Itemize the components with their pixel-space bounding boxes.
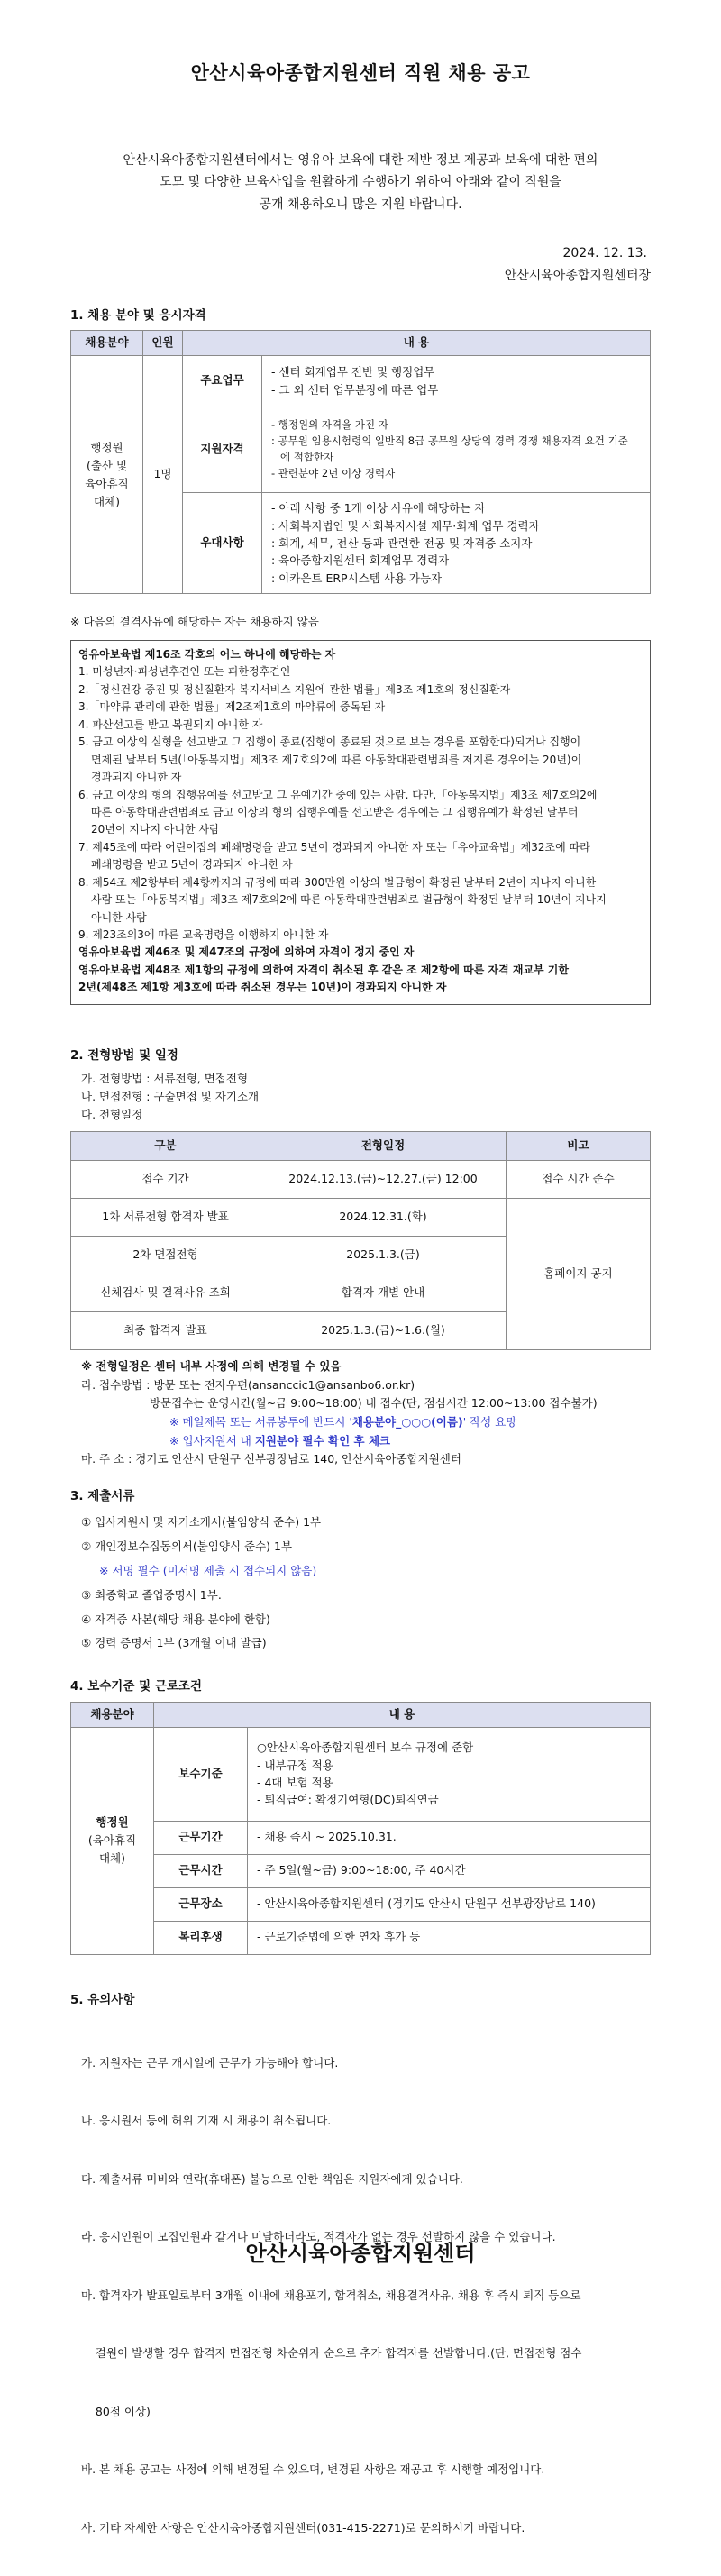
row-label-qualification: 지원자격 (183, 406, 262, 493)
duties-list: - 센터 회계업무 전반 및 행정업무 - 그 외 센터 업무분장에 따른 업무 (262, 356, 651, 406)
schedule-change-note: ※ 전형일정은 센터 내부 사정에 의해 변경될 수 있음 (81, 1359, 342, 1373)
apply-method: 라. 접수방법 : 방문 또는 전자우편(ansanccic1@ansanbo6.or.kr) (81, 1377, 415, 1392)
list-item: 바. 본 채용 공고는 사정에 의해 변경될 수 있으며, 변경된 사항은 재공고 후 시행할 예정입니다. (81, 2462, 545, 2477)
disq-head: 영유아보육법 제16조 각호의 어느 하나에 해당하는 자 (78, 648, 336, 661)
document-list (70, 1511, 651, 1656)
table-row: 최종 합격자 발표 2025.1.3.(금)~1.6.(월) (71, 1312, 651, 1350)
disqualification-box: 영유아보육법 제16조 각호의 어느 하나에 해당하는 자 1. 미성년자·피성년후견인 또는 피한정후견인 2.「정신건강 증진 및 정신질환자 복지서비스 지원에 관한 법률」제3조 제1호의 정신질환자 3.「마약류 관리에 관한 법률」제2조제1호의 마약류에 중독된 자 4. 파산선고를 받고 복권되지 아니한 자 5. 금고 이상의 실형을 선고받고 그 집행이 종료(집행이 종료된 것으로 보는 경우를 포함한다)되거나 집행이 면제된 날부터 5년(「아동복지법」제3조 제7호의2에 따른 아동학대관련범죄를 저지른 경우에는 20년)이 경과되지 아니한 자 6. 금고 이상의 형의 집행유예를 선고받고 그 유예기간 중에 있는 사람. 다만,「아동복지법」제3조 제7호의2에 따른 아동학대관련범죄로 금고 이상의 형의 집행유예를 선고받은 경우에는 그 집행유예가 확정된 날부터 20년이 지나지 아니한 사람 7. 제45조에 따라 어린이집의 폐쇄명령을 받고 5년이 경과되지 아니한 자 또는「유아교육법」제32조에 따라 폐쇄명령을 받고 5년이 경과되지 아니한 자 8. 제54조 제2항부터 제4항까지의 규정에 따라 300만원 이상의 벌금형이 확정된 날부터 2년이 지나지 아니한 사람 또는「아동복지법」제3조 제7호의2에 따른 아동학대관련범죄로 벌금형이 확정된 날부터 10년이 지나지 아니한 사람 9. 제23조의3에 따른 교육명령을 이행하지 아니한 자 영유아보육법 제46조 및 제47조의 규정에 의하여 자격이 정지 중인 자 영유아보육법 제48조 제1항의 규정에 의하여 자격이 취소된 후 같은 조 제2항에 따른 자격 재교부 기한 2년(제48조 제1항 제3호에 따라 취소된 경우는 10년)이 경과되지 아니한 자 (70, 640, 651, 1005)
row-label-location: 근무장소 (154, 1887, 248, 1921)
list-item: ① 입사지원서 및 자기소개서(붙임양식 준수) 1부 (81, 1515, 322, 1529)
qualification-list: - 행정원의 자격을 가진 자 : 공무원 임용시험령의 일반직 8급 공무원 상당의 경력 경쟁 채용자격 요건 기준 에 적합한자 - 관련분야 2년 이상 경력자 (262, 406, 651, 493)
notice-list (70, 2014, 651, 2576)
row-label-pay: 보수기준 (154, 1727, 248, 1821)
list-item: 사. 기타 자세한 사항은 안산시육아종합지원센터(031-415-2271)로 문의하시기 바랍니다. (81, 2520, 525, 2535)
list-item: 마. 합격자가 발표일로부터 3개월 이내에 채용포기, 합격취소, 채용결격사유, 채용 후 즉시 퇴직 등으로 (81, 2288, 581, 2302)
list-item: 80점 이상) (81, 2404, 151, 2418)
section1-title: 1. 채용 분야 및 응시자격 (70, 308, 206, 323)
conditions-field: 행정원 (육아휴직 대체) (71, 1727, 154, 1954)
table-row: 1차 서류전형 합격자 발표 2024.12.31.(화) 홈페이지 공지 (71, 1199, 651, 1237)
list-item: 나. 응시원서 등에 허위 기재 시 채용이 취소됩니다. (81, 2114, 332, 2128)
header-content: 내 용 (183, 331, 651, 356)
section2-title: 2. 전형방법 및 일정 (70, 1047, 178, 1063)
address: 마. 주 소 : 경기도 안산시 단원구 선부광장남로 140, 안산시육아종합지원센터 (81, 1452, 461, 1466)
header-field: 채용분야 (71, 331, 143, 356)
row-label-period: 근무기간 (154, 1821, 248, 1854)
table-row: 2차 면접전형 2025.1.3.(금) (71, 1237, 651, 1274)
section2-methods: 가. 전형방법 : 서류전형, 면접전형 나. 면접전형 : 구술면접 및 자기소개 다. 전형일정 (81, 1072, 260, 1121)
section5-title: 5. 유의사항 (70, 1992, 135, 2007)
table-row: 접수 기간 2024.12.13.(금)~12.27.(금) 12:00 접수 시간 준수 (71, 1161, 651, 1199)
list-item: 다. 제출서류 미비와 연락(휴대폰) 불능으로 인한 책임은 지원자에게 있습니다. (81, 2171, 463, 2186)
row-label-duties: 주요업무 (183, 356, 262, 406)
list-item: ③ 최종학교 졸업증명서 1부. (81, 1587, 222, 1602)
preference-list: - 아래 사항 중 1개 이상 사유에 해당하는 자 : 사회복지법인 및 사회복지시설 재무·회계 업무 경력자 : 회계, 세무, 전산 등과 관련한 전공 및 자격증 소지자 : 육아종합지원센터 회계업무 경력자 : 이카운트 ERP시스템 사용 가능자 (262, 493, 651, 594)
signature-note: ※ 서명 필수 (미서명 제출 시 접수되지 않음) (99, 1563, 317, 1577)
working-conditions-table: 채용분야 내 용 행정원 (육아휴직 대체) 보수기준 ○안산시육아종합지원센터 보수 규정에 준함 - 내부규정 적용 - 4대 보험 적용 - 퇴직급여: 확정기여형(DC)퇴직연금 근무기간 - 채용 즉시 ~ 2025.10.31. 근무시간 - 주 5일(월~금) 9:00~18:00, 주 40시간 근무장소 - 안산시육아종합지원센터 (경기도 안산시 단원구 선부광장남로 140) 복리후생 - 근로기준법에 의한 연차 휴가 등 (70, 1702, 651, 1955)
row-label-hours: 근무시간 (154, 1854, 248, 1887)
schedule-header-note: 비고 (507, 1132, 651, 1161)
row-label-benefits: 복리후생 (154, 1921, 248, 1954)
schedule-header-date: 전형일정 (260, 1132, 507, 1161)
row-label-preference: 우대사항 (183, 493, 262, 594)
page-title: 안산시육아종합지원센터 직원 채용 공고 (190, 62, 531, 84)
schedule-table (70, 1131, 651, 1350)
pay-list: ○안산시육아종합지원센터 보수 규정에 준함 - 내부규정 적용 - 4대 보험 적용 - 퇴직급여: 확정기여형(DC)퇴직연금 (248, 1727, 651, 1821)
list-item: 라. 응시인원이 모집인원과 같거나 미달하더라도, 적격자가 없는 경우 선발하지 않을 수 있습니다. (81, 2230, 556, 2244)
section3-title: 3. 제출서류 (70, 1488, 135, 1503)
list-item: ⑤ 경력 증명서 1부 (3개월 이내 발급) (81, 1636, 267, 1650)
conditions-header-content: 내 용 (154, 1702, 651, 1727)
header-count: 인원 (143, 331, 183, 356)
notice-page (0, 59, 721, 2535)
footer-organization: 안산시육아종합지원센터 (245, 2241, 476, 2266)
table-row: 신체검사 및 결격사유 조회 합격자 개별 안내 (71, 1274, 651, 1312)
conditions-header-field: 채용분야 (71, 1702, 154, 1727)
application-info: ※ 전형일정은 센터 내부 사정에 의해 변경될 수 있음 라. 접수방법 : 방문 또는 전자우편(ansanccic1@ansanbo6.or.kr) 방문접수는 운영시간(월~금 9:00~18:00) 내 접수(단, 점심시간 12:00~13:00 접수불가) ※ 메일제목 또는 서류봉투에 반드시 '채용분야_○○○(이름)' 작성 요망 ※ 입사지원서 내 지원분야 필수 확인 후 체크 마. 주 소 : 경기도 안산시 단원구 선부광장남로 140, 안산시육아종합지원센터 (70, 1357, 651, 1469)
list-item: ② 개인정보수집동의서(붙임양식 준수) 1부 (81, 1539, 293, 1553)
section4-title: 4. 보수기준 및 근로조건 (70, 1679, 202, 1694)
recruit-field: 행정원 (출산 및 육아휴직 대체) (71, 356, 143, 594)
disqualification-note: ※ 다음의 결격사유에 해당하는 자는 채용하지 않음 (70, 615, 319, 629)
issue-block (70, 242, 651, 287)
issuer: 안산시육아종합지원센터장 (504, 268, 651, 283)
intro-paragraph: 안산시육아종합지원센터에서는 영유아 보육에 대한 제반 정보 제공과 보육에 대한 편의 도모 및 다양한 보육사업을 원활하게 수행하기 위하여 아래와 같이 직원을 공개 채용하오니 많은 지원 바랍니다. (123, 152, 598, 212)
list-item: 가. 지원자는 근무 개시일에 근무가 가능해야 합니다. (81, 2055, 339, 2069)
recruitment-table (70, 330, 651, 594)
recruit-count: 1명 (143, 356, 183, 594)
schedule-header-type: 구분 (71, 1132, 260, 1161)
list-item: 결원이 발생할 경우 합격자 면접전형 차순위자 순으로 추가 합격자를 선발합니다.(단, 면접전형 점수 (81, 2346, 582, 2361)
list-item: ④ 자격증 사본(해당 채용 분야에 한함) (81, 1612, 270, 1626)
issue-date: 2024. 12. 13. (562, 246, 647, 260)
